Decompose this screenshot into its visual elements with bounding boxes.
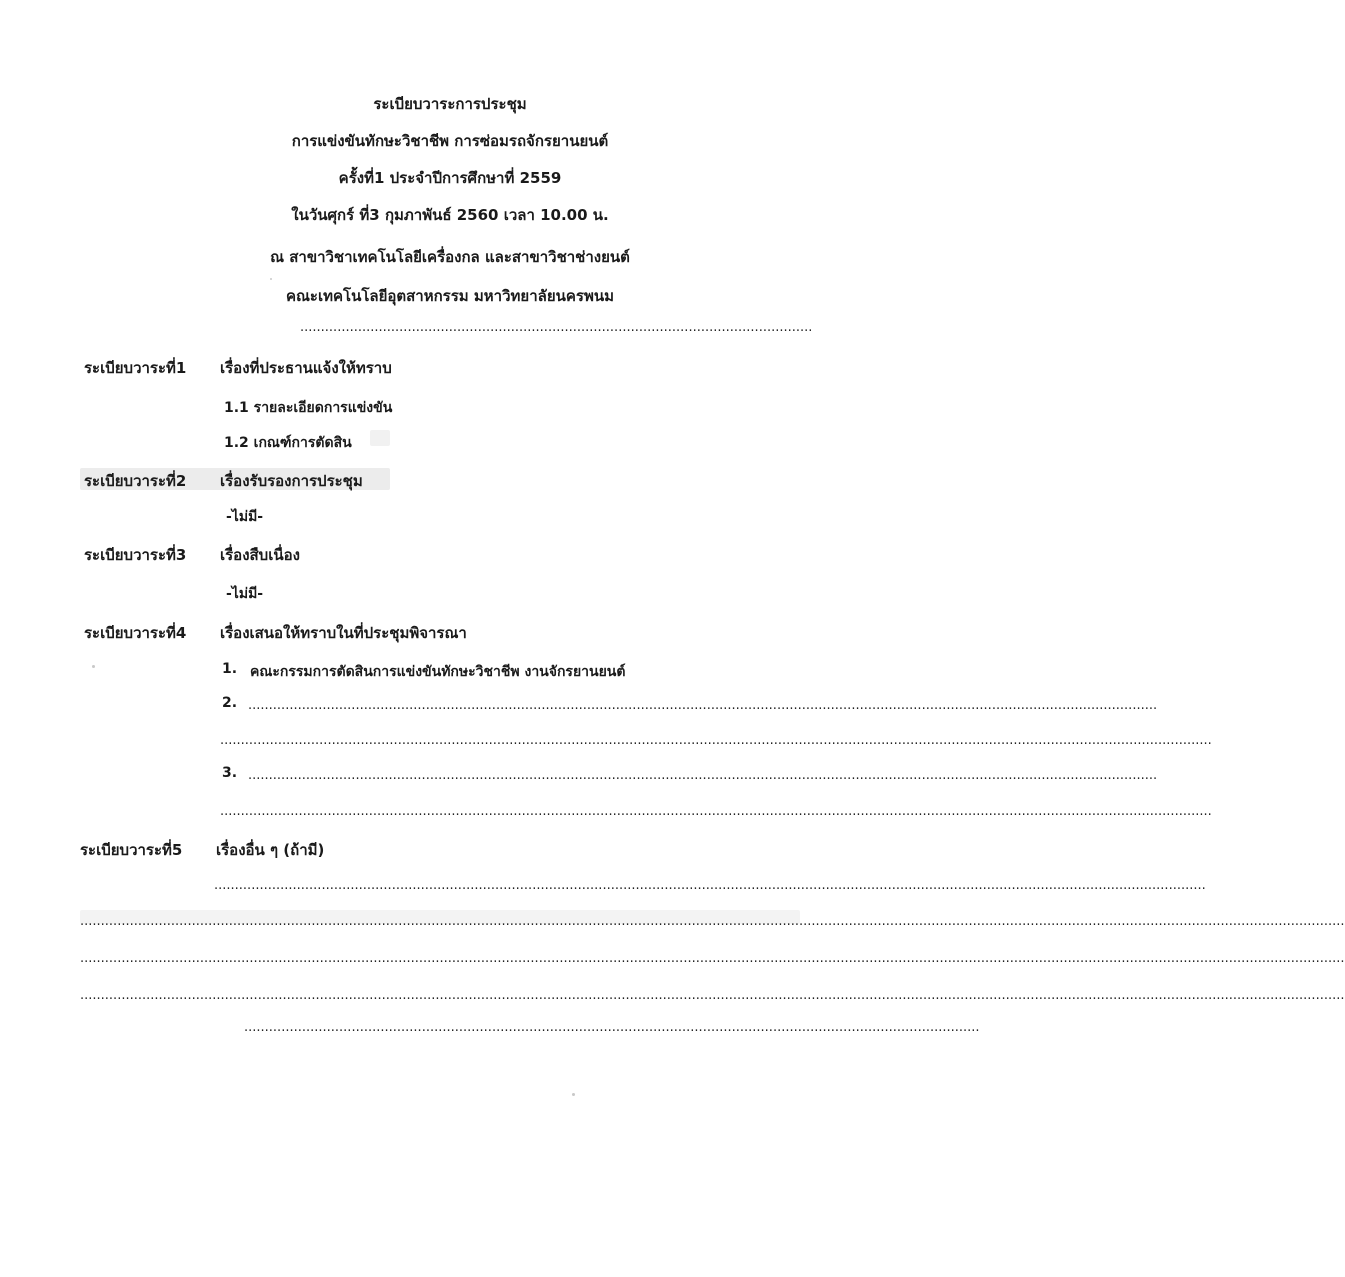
header-faculty: คณะเทคโนโลยีอุตสาหกรรม มหาวิทยาลัยนครพนม	[285, 287, 614, 305]
scan-speck	[92, 665, 95, 668]
agenda-2-none: -ไม่มี-	[226, 509, 264, 525]
agenda-3-none: -ไม่มี-	[226, 586, 264, 602]
scan-speck	[270, 278, 272, 280]
scan-speck	[572, 1093, 575, 1096]
agenda-4-item-1: คณะกรรมการตัดสินการแข่งขันทักษะวิชาชีพ งานจักรยานยนต์	[250, 664, 626, 680]
header-session: ครั้งที่1 ประจำปีการศึกษาที่ 2559	[338, 169, 562, 187]
header-event: การแข่งขันทักษะวิชาชีพ การซ่อมรถจักรยานยนต์	[291, 132, 609, 150]
header-title: ระเบียบวาระการประชุม	[373, 95, 527, 113]
agenda-5-blank-line: ................................................................................................................................................................................................................................................	[214, 878, 1206, 893]
agenda-4-topic: เรื่องเสนอให้ทราบในที่ประชุมพิจารณา	[220, 624, 467, 642]
header-divider: ............................................................................................................................	[300, 320, 813, 335]
agenda-1-item-1: 1.1 รายละเอียดการแข่งขัน	[224, 400, 393, 416]
agenda-5-topic: เรื่องอื่น ๆ (ถ้ามี)	[216, 841, 325, 859]
agenda-4-blank-line: ............................................................................................................................................................................................................................	[248, 698, 1158, 713]
agenda-3-topic: เรื่องสืบเนื่อง	[220, 546, 300, 564]
agenda-4-number-2: 2.	[222, 695, 238, 711]
agenda-5-blank-line: ..................................................................................................................................................................................................................................................................................................................	[80, 914, 1345, 929]
agenda-4-blank-line: ................................................................................................................................................................................................................................................	[220, 804, 1212, 819]
agenda-2-label: ระเบียบวาระที่2	[84, 472, 187, 490]
agenda-1-label: ระเบียบวาระที่1	[84, 359, 187, 377]
agenda-4-blank-line: ................................................................................................................................................................................................................................................	[220, 733, 1212, 748]
agenda-2-topic: เรื่องรับรองการประชุม	[220, 472, 363, 490]
agenda-5-blank-line: ..................................................................................................................................................................................................................................................................................................................	[80, 988, 1345, 1003]
agenda-5-label: ระเบียบวาระที่5	[80, 841, 183, 859]
agenda-4-number-1: 1.	[222, 661, 238, 677]
agenda-5-blank-line: ..................................................................................................................................................................................	[244, 1020, 980, 1035]
agenda-4-label: ระเบียบวาระที่4	[84, 624, 187, 642]
agenda-1-item-2: 1.2 เกณฑ์การตัดสิน	[224, 435, 352, 451]
agenda-3-label: ระเบียบวาระที่3	[84, 546, 187, 564]
header-venue: ณ สาขาวิชาเทคโนโลยีเครื่องกล และสาขาวิชาช่างยนต์	[270, 248, 630, 266]
agenda-4-number-3: 3.	[222, 765, 238, 781]
agenda-4-blank-line: ............................................................................................................................................................................................................................	[248, 768, 1158, 783]
scan-shade	[370, 430, 390, 446]
agenda-1-topic: เรื่องที่ประธานแจ้งให้ทราบ	[220, 359, 392, 377]
header-date: ในวันศุกร์ ที่3 กุมภาพันธ์ 2560 เวลา 10.00 น.	[291, 206, 609, 224]
agenda-5-blank-line: ..................................................................................................................................................................................................................................................................................................................	[80, 951, 1345, 966]
